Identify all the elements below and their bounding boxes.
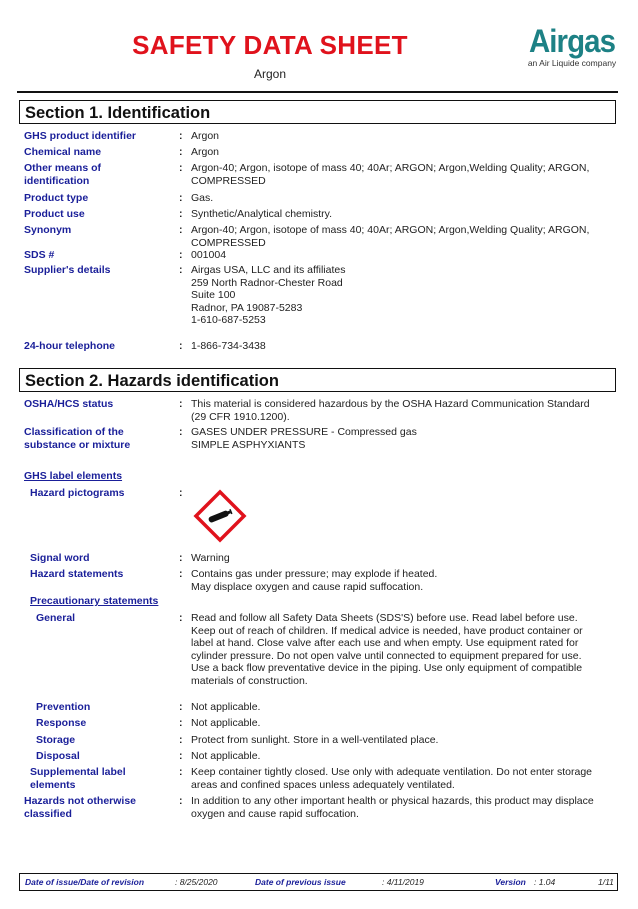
field-label: Product use <box>24 208 85 220</box>
field-label: Supplier's details <box>24 264 111 276</box>
page-footer <box>19 873 618 891</box>
field-value: Not applicable. <box>191 717 261 729</box>
colon: : <box>179 162 183 174</box>
field-value: Argon <box>191 130 220 142</box>
field-label: Prevention <box>36 701 91 713</box>
colon: : <box>179 734 183 746</box>
colon: : <box>179 192 183 204</box>
field-value: In addition to any other important health or physical hazards, this product may displace oxygen and cause rapid suffocation. <box>191 795 594 820</box>
colon: : <box>179 130 183 142</box>
footer-previous-issue-value: : 4/11/2019 <box>382 877 424 887</box>
field-label: Hazard statements <box>30 568 124 580</box>
footer-version-value: : 1.04 <box>534 877 556 887</box>
field-label: Supplemental label elements <box>30 766 126 791</box>
precautionary-statements-heading: Precautionary statements <box>30 595 159 607</box>
colon: : <box>179 208 183 220</box>
colon: : <box>179 766 183 778</box>
field-label: Hazards not otherwise classified <box>24 795 137 820</box>
field-value: Contains gas under pressure; may explode if heated. May displace oxygen and cause rapid suffocation. <box>191 568 438 593</box>
field-label: Response <box>36 717 87 729</box>
airgas-logo <box>522 24 622 68</box>
colon: : <box>179 224 183 236</box>
field-value: Argon-40; Argon, isotope of mass 40; 40Ar; ARGON; Argon,Welding Quality; ARGON, COMPRESSED <box>191 162 590 187</box>
colon: : <box>179 340 183 352</box>
footer-version-label: Version <box>495 877 526 887</box>
colon: : <box>179 146 183 158</box>
field-value: 1-866-734-3438 <box>191 340 266 352</box>
field-value: Synthetic/Analytical chemistry. <box>191 208 333 220</box>
section-1-heading: Section 1. Identification <box>19 100 616 124</box>
field-value: Warning <box>191 552 230 564</box>
footer-issue-value: : 8/25/2020 <box>175 877 218 887</box>
footer-page-number: 1/11 <box>598 877 614 887</box>
product-name: Argon <box>253 67 287 81</box>
field-value: Protect from sunlight. Store in a well-ventilated place. <box>191 734 439 746</box>
colon: : <box>179 795 183 807</box>
field-label: Chemical name <box>24 146 102 158</box>
field-label: Storage <box>36 734 76 746</box>
field-value: This material is considered hazardous by the OSHA Hazard Communication Standard (29 CFR 1910.1200). <box>191 398 590 423</box>
section-2-heading: Section 2. Hazards identification <box>19 368 616 392</box>
field-label: Disposal <box>36 750 80 762</box>
colon: : <box>179 264 183 276</box>
footer-issue-label: Date of issue/Date of revision <box>25 877 145 887</box>
colon: : <box>179 568 183 580</box>
header-divider <box>17 91 618 93</box>
field-value: GASES UNDER PRESSURE - Compressed gas SIMPLE ASPHYXIANTS <box>191 426 417 451</box>
field-label: Hazard pictograms <box>30 487 125 499</box>
field-label: Other means of identification <box>24 162 102 187</box>
field-value: Not applicable. <box>191 750 261 762</box>
field-label: Signal word <box>30 552 90 564</box>
field-value: Not applicable. <box>191 701 261 713</box>
colon: : <box>179 612 183 624</box>
gas-cylinder-pictogram-icon <box>193 489 247 543</box>
field-label: Product type <box>24 192 89 204</box>
field-label: 24-hour telephone <box>24 340 116 352</box>
field-label: Synonym <box>24 224 72 236</box>
colon: : <box>179 249 183 261</box>
colon: : <box>179 750 183 762</box>
field-label: SDS # <box>24 249 55 261</box>
field-value: Gas. <box>191 192 214 204</box>
document-title: SAFETY DATA SHEET <box>132 30 408 60</box>
field-label: Classification of the substance or mixture <box>24 426 131 451</box>
colon: : <box>179 701 183 713</box>
logo-tagline: an Air Liquide company <box>527 58 617 68</box>
field-label: GHS product identifier <box>24 130 137 142</box>
field-value: Argon <box>191 146 220 158</box>
colon: : <box>179 552 183 564</box>
field-value: Keep container tightly closed. Use only with adequate ventilation. Do not enter storage areas and confined spaces unless adequately ventilated. <box>191 766 592 791</box>
field-value: Airgas USA, LLC and its affiliates 259 North Radnor-Chester Road Suite 100 Radnor, PA 19087-5283 1-610-687-5253 <box>191 264 346 326</box>
field-value: 001004 <box>191 249 227 261</box>
ghs-label-elements-heading: GHS label elements <box>24 470 123 482</box>
field-label: OSHA/HCS status <box>24 398 114 410</box>
logo-wordmark: Airgas <box>528 23 616 59</box>
field-value: Read and follow all Safety Data Sheets (SDS'S) before use. Read label before use. Keep out of reach of children. If medical advice is needed, have product container or label at hand. Close valve after each use and when empty. Use equipment rated for cylinder pressure. Do not open valve until connected to equipment prepared for use. Use a back flow preventative device in the piping. Use only equipment of compatible materials of construction. <box>191 612 583 687</box>
colon: : <box>179 717 183 729</box>
colon: : <box>179 398 183 410</box>
colon: : <box>179 487 183 499</box>
footer-previous-issue-label: Date of previous issue <box>255 877 346 887</box>
colon: : <box>179 426 183 438</box>
field-value: Argon-40; Argon, isotope of mass 40; 40Ar; ARGON; Argon,Welding Quality; ARGON, COMPRESSED <box>191 224 590 249</box>
field-label: General <box>36 612 76 624</box>
